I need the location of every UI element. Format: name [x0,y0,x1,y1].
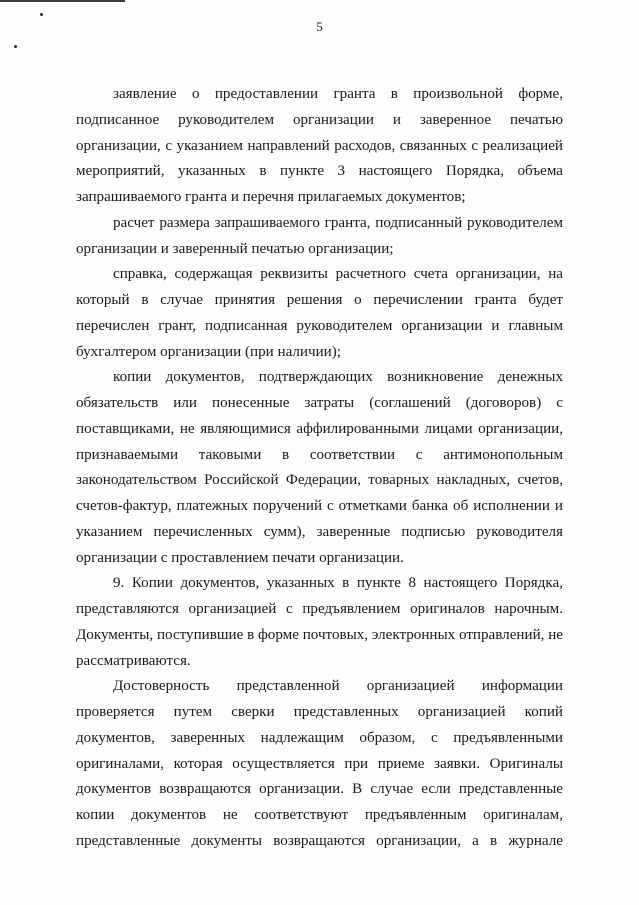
document-body [76,82,563,855]
scan-artifact-dot [14,45,17,48]
scan-artifact-line [0,0,125,2]
paragraph-clause-9: 9. Копии документов, указанных в пункте 8 настоящего Порядка, представляются организацией с предъявлением оригиналов нарочным. Документы, поступившие в форме почтовых, электронных отправлений, не рассматриваются. [76,575,563,669]
paragraph-application: заявление о предоставлении гранта в произвольной форме, подписанное руководителем организации и заверенное печатью организации, с указанием направлений расходов, связанных с реализацией мероприятий, указанных в пункте 3 настоящего Порядка, объема запрашиваемого гранта и перечня прилагаемых документов; [76,86,563,205]
page-number: 5 [316,19,323,34]
paragraph-bank-certificate: справка, содержащая реквизиты расчетного счета организации, на который в случае принятия решения о перечислении гранта будет перечислен грант, подписанная руководителем организации и главным бухгалтером организации (при наличии); [76,266,563,360]
paragraph-verification: Достоверность представленной организацией информации проверяется путем сверки представленных организацией копий документов, заверенных надлежащим образом, с предъявленными оригиналами, которая осуществляется при приеме заявки. Оригиналы документов возвращаются организации. В случае если представленные копии документов не соответствуют предъявленным оригиналам, представленные документы возвращаются организации, а в журнале [76,678,563,849]
paragraph-document-copies: копии документов, подтверждающих возникновение денежных обязательств или понесенные затраты (соглашений (договоров) с поставщиками, не являющимися аффилированными лицами организации, признаваемыми таковыми в соответствии с антимонопольным законодательством Российской Федерации, товарных накладных, счетов, счетов-фактур, платежных поручений с отметками банка об исполнении и указанием перечисленных сумм), заверенные подписью руководителя организации с проставлением печати организации. [76,369,563,566]
scan-artifact-dot [40,13,43,16]
paragraph-grant-calculation: расчет размера запрашиваемого гранта, подписанный руководителем организации и заверенный печатью организации; [76,214,563,257]
